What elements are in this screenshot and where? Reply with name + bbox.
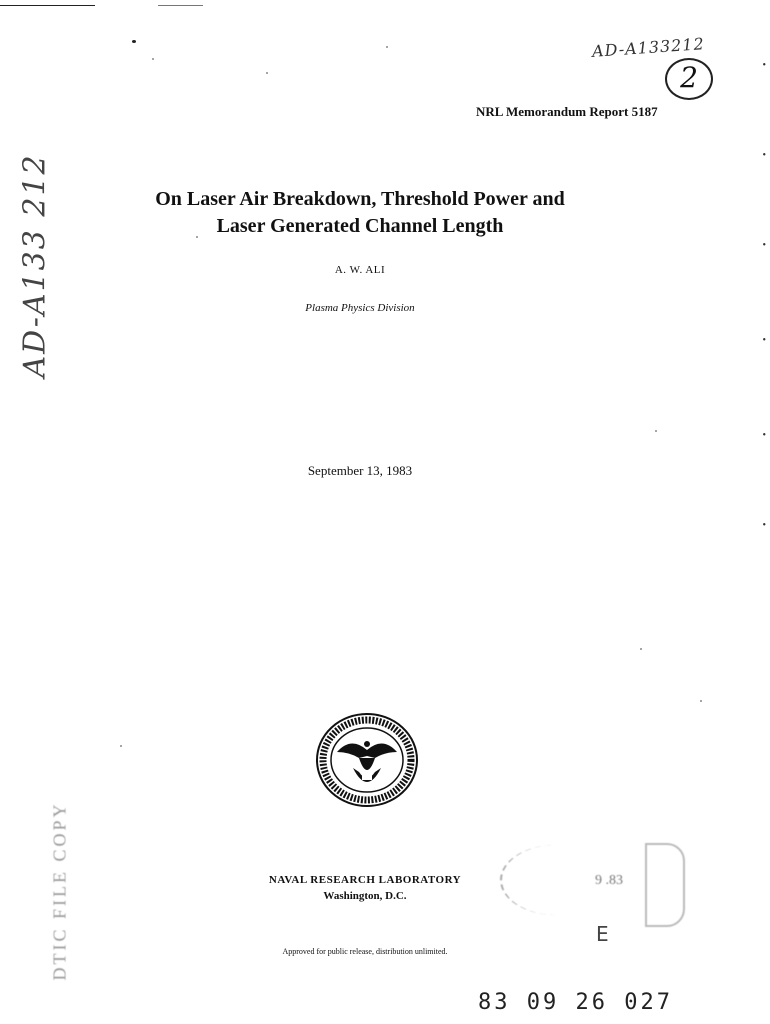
- edge-mark: •: [762, 335, 766, 346]
- navy-seal-logo: [315, 712, 419, 808]
- copy-number-circle: [665, 58, 713, 100]
- scan-speck: [132, 40, 136, 43]
- scan-speck: [386, 46, 388, 48]
- scan-line-left: [0, 5, 95, 6]
- dtic-stamp: [500, 815, 690, 925]
- dtic-stamp-date: 9 .83: [595, 873, 623, 888]
- edge-mark: •: [762, 60, 766, 71]
- copy-number: 2: [680, 61, 698, 94]
- division: Plasma Physics Division: [305, 302, 415, 314]
- document-title: [90, 186, 630, 240]
- accession-number: 83 09 26 027: [478, 990, 673, 1015]
- release-statement: Approved for public release, distribution unlimited.: [282, 947, 448, 956]
- author: A. W. ALI: [334, 264, 386, 276]
- title-line-1: On Laser Air Breakdown, Threshold Power and: [155, 188, 565, 210]
- scan-speck: [700, 700, 702, 702]
- edge-mark: •: [762, 150, 766, 161]
- scan-speck: [152, 58, 154, 60]
- edge-mark: •: [762, 240, 766, 251]
- scan-speck: [120, 745, 122, 747]
- report-date: September 13, 1983: [307, 463, 413, 478]
- handwritten-reference: AD-A133212: [591, 34, 706, 61]
- dtic-file-copy-stamp: DTIC FILE COPY: [49, 801, 70, 981]
- handwritten-accession-vertical: AD-A133 212: [17, 153, 53, 378]
- scan-speck: [640, 648, 642, 650]
- edge-mark: •: [762, 430, 766, 441]
- scan-speck: [655, 430, 657, 432]
- organization-name: NAVAL RESEARCH LABORATORY: [268, 874, 462, 886]
- scan-speck: [196, 236, 198, 238]
- title-line-2: Laser Generated Channel Length: [216, 215, 504, 237]
- stamp-grade-letter: E: [596, 922, 609, 946]
- edge-mark: •: [762, 520, 766, 531]
- scan-speck: [266, 72, 268, 74]
- report-label: NRL Memorandum Report 5187: [476, 104, 658, 119]
- organization-location: Washington, D.C.: [323, 890, 407, 902]
- dtic-stamp-box: [645, 843, 685, 927]
- scan-line-mid: [158, 5, 203, 6]
